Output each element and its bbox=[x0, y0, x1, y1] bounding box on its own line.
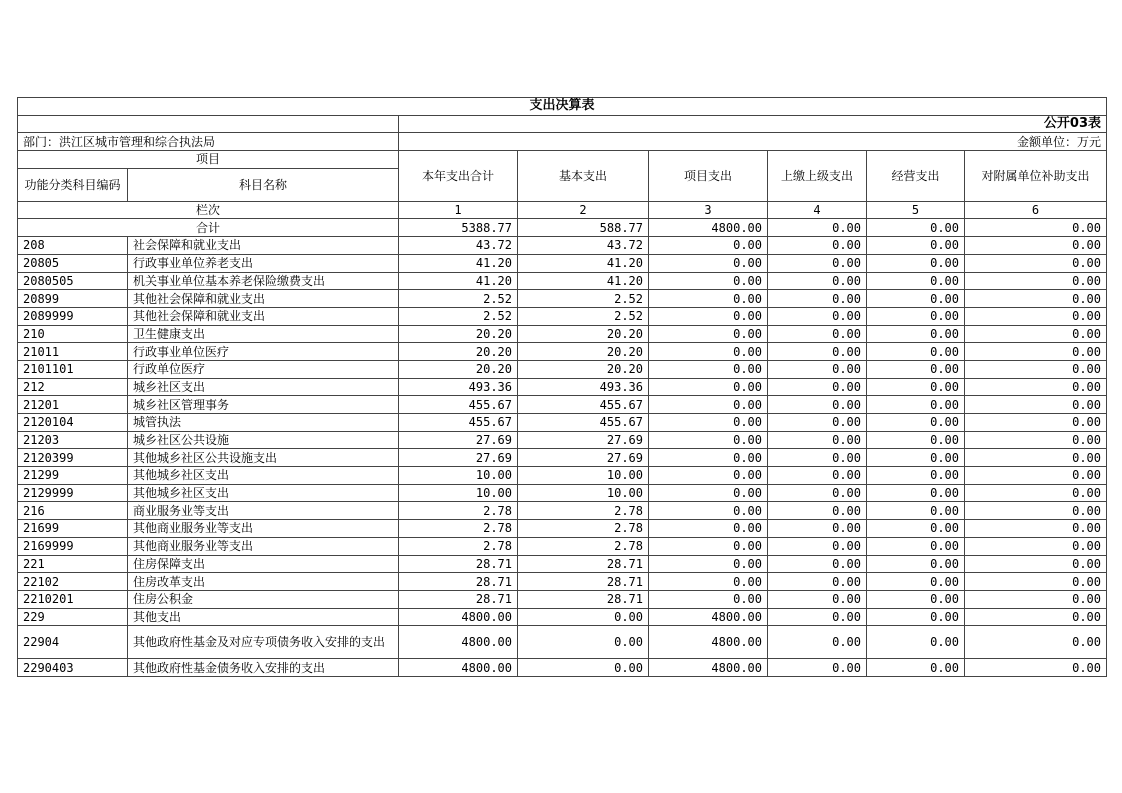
amount-cell: 0.00 bbox=[649, 537, 768, 555]
subject-name: 其他社会保障和就业支出 bbox=[128, 307, 399, 325]
amount-cell: 0.00 bbox=[867, 343, 965, 361]
amount-cell: 455.67 bbox=[399, 414, 518, 432]
amount-cell: 20.20 bbox=[518, 360, 649, 378]
amount-cell: 0.00 bbox=[867, 272, 965, 290]
amount-cell: 0.00 bbox=[965, 414, 1107, 432]
subject-code: 21699 bbox=[18, 520, 128, 538]
subject-name: 其他城乡社区支出 bbox=[128, 467, 399, 485]
amount-cell: 0.00 bbox=[965, 626, 1107, 659]
amount-cell: 2.78 bbox=[399, 537, 518, 555]
subject-code: 2101101 bbox=[18, 360, 128, 378]
amount-cell: 0.00 bbox=[867, 467, 965, 485]
amount-cell: 0.00 bbox=[867, 254, 965, 272]
amount-cell: 0.00 bbox=[768, 325, 867, 343]
subject-code: 216 bbox=[18, 502, 128, 520]
amount-cell: 0.00 bbox=[649, 254, 768, 272]
amount-cell: 0.00 bbox=[867, 431, 965, 449]
amount-cell: 41.20 bbox=[399, 254, 518, 272]
amount-cell: 0.00 bbox=[768, 272, 867, 290]
amount-cell: 0.00 bbox=[768, 360, 867, 378]
amount-cell: 0.00 bbox=[768, 555, 867, 573]
amount-cell: 4800.00 bbox=[649, 659, 768, 677]
subject-code: 2120399 bbox=[18, 449, 128, 467]
subject-code: 2169999 bbox=[18, 537, 128, 555]
amount-cell: 0.00 bbox=[965, 467, 1107, 485]
subject-name: 商业服务业等支出 bbox=[128, 502, 399, 520]
table-row bbox=[18, 626, 1107, 659]
table-row bbox=[18, 555, 1107, 573]
amount-cell: 0.00 bbox=[649, 484, 768, 502]
subject-code: 21011 bbox=[18, 343, 128, 361]
amount-cell: 0.00 bbox=[867, 659, 965, 677]
table-row bbox=[18, 590, 1107, 608]
index-col: 4 bbox=[768, 201, 867, 219]
header-total: 本年支出合计 bbox=[399, 151, 518, 202]
amount-cell: 20.20 bbox=[518, 343, 649, 361]
amount-cell: 27.69 bbox=[518, 449, 649, 467]
amount-cell: 0.00 bbox=[867, 237, 965, 255]
amount-cell: 0.00 bbox=[965, 272, 1107, 290]
department-label: 部门：洪江区城市管理和综合执法局 bbox=[18, 133, 399, 151]
amount-cell: 2.78 bbox=[518, 537, 649, 555]
amount-cell: 0.00 bbox=[768, 659, 867, 677]
total-value: 0.00 bbox=[965, 219, 1107, 237]
subject-name: 城乡社区支出 bbox=[128, 378, 399, 396]
amount-cell: 0.00 bbox=[768, 414, 867, 432]
subject-name: 其他政府性基金债务收入安排的支出 bbox=[128, 659, 399, 677]
header-subsidiary: 对附属单位补助支出 bbox=[965, 151, 1107, 202]
amount-cell: 4800.00 bbox=[399, 659, 518, 677]
amount-cell: 41.20 bbox=[518, 254, 649, 272]
amount-cell: 0.00 bbox=[867, 449, 965, 467]
subject-name: 行政事业单位养老支出 bbox=[128, 254, 399, 272]
amount-cell: 0.00 bbox=[649, 378, 768, 396]
amount-cell: 0.00 bbox=[867, 573, 965, 591]
amount-cell: 0.00 bbox=[649, 555, 768, 573]
subject-code: 21201 bbox=[18, 396, 128, 414]
amount-cell: 0.00 bbox=[867, 537, 965, 555]
table-row bbox=[18, 360, 1107, 378]
amount-cell: 27.69 bbox=[518, 431, 649, 449]
subject-name: 社会保障和就业支出 bbox=[128, 237, 399, 255]
subject-code: 22904 bbox=[18, 626, 128, 659]
amount-cell: 0.00 bbox=[649, 520, 768, 538]
table-row bbox=[18, 608, 1107, 626]
subject-code: 2089999 bbox=[18, 307, 128, 325]
amount-cell: 2.52 bbox=[518, 307, 649, 325]
form-code: 公开03表 bbox=[399, 115, 1107, 133]
amount-cell: 0.00 bbox=[867, 414, 965, 432]
amount-cell: 0.00 bbox=[518, 659, 649, 677]
amount-cell: 0.00 bbox=[965, 659, 1107, 677]
subject-name: 机关事业单位基本养老保险缴费支出 bbox=[128, 272, 399, 290]
subject-code: 20805 bbox=[18, 254, 128, 272]
amount-cell: 0.00 bbox=[965, 307, 1107, 325]
table-row bbox=[18, 659, 1107, 677]
amount-cell: 0.00 bbox=[649, 431, 768, 449]
header-basic: 基本支出 bbox=[518, 151, 649, 202]
unit-label: 金额单位：万元 bbox=[399, 133, 1107, 151]
subject-code: 212 bbox=[18, 378, 128, 396]
amount-cell: 0.00 bbox=[768, 237, 867, 255]
header-subject-name: 科目名称 bbox=[128, 168, 399, 201]
amount-cell: 2.52 bbox=[399, 307, 518, 325]
subject-code: 2210201 bbox=[18, 590, 128, 608]
subject-code: 2290403 bbox=[18, 659, 128, 677]
table-row bbox=[18, 290, 1107, 308]
table-row bbox=[18, 431, 1107, 449]
amount-cell: 0.00 bbox=[768, 343, 867, 361]
total-label: 合计 bbox=[18, 219, 399, 237]
amount-cell: 0.00 bbox=[768, 290, 867, 308]
subject-code: 208 bbox=[18, 237, 128, 255]
amount-cell: 493.36 bbox=[399, 378, 518, 396]
table-row bbox=[18, 307, 1107, 325]
table-row bbox=[18, 272, 1107, 290]
amount-cell: 0.00 bbox=[768, 502, 867, 520]
total-value: 588.77 bbox=[518, 219, 649, 237]
amount-cell: 0.00 bbox=[965, 573, 1107, 591]
amount-cell: 10.00 bbox=[518, 467, 649, 485]
amount-cell: 2.78 bbox=[399, 502, 518, 520]
total-value: 4800.00 bbox=[649, 219, 768, 237]
amount-cell: 28.71 bbox=[399, 555, 518, 573]
index-col: 6 bbox=[965, 201, 1107, 219]
table-row bbox=[18, 537, 1107, 555]
total-value: 5388.77 bbox=[399, 219, 518, 237]
amount-cell: 0.00 bbox=[649, 360, 768, 378]
table-row bbox=[18, 378, 1107, 396]
blank-cell bbox=[18, 115, 399, 133]
table-row bbox=[18, 520, 1107, 538]
amount-cell: 0.00 bbox=[649, 272, 768, 290]
amount-cell: 0.00 bbox=[867, 325, 965, 343]
amount-cell: 0.00 bbox=[867, 626, 965, 659]
subject-name: 其他城乡社区支出 bbox=[128, 484, 399, 502]
amount-cell: 0.00 bbox=[768, 484, 867, 502]
subject-code: 20899 bbox=[18, 290, 128, 308]
header-business: 经营支出 bbox=[867, 151, 965, 202]
amount-cell: 0.00 bbox=[965, 396, 1107, 414]
amount-cell: 0.00 bbox=[649, 502, 768, 520]
amount-cell: 28.71 bbox=[518, 573, 649, 591]
amount-cell: 10.00 bbox=[399, 484, 518, 502]
amount-cell: 0.00 bbox=[518, 626, 649, 659]
subject-name: 住房保障支出 bbox=[128, 555, 399, 573]
table-title: 支出决算表 bbox=[18, 98, 1107, 116]
amount-cell: 27.69 bbox=[399, 449, 518, 467]
index-col: 5 bbox=[867, 201, 965, 219]
subject-code: 229 bbox=[18, 608, 128, 626]
amount-cell: 0.00 bbox=[867, 608, 965, 626]
subject-name: 卫生健康支出 bbox=[128, 325, 399, 343]
amount-cell: 0.00 bbox=[649, 325, 768, 343]
amount-cell: 0.00 bbox=[867, 290, 965, 308]
table-row bbox=[18, 343, 1107, 361]
amount-cell: 0.00 bbox=[649, 414, 768, 432]
subject-name: 其他社会保障和就业支出 bbox=[128, 290, 399, 308]
subject-name: 行政事业单位医疗 bbox=[128, 343, 399, 361]
expenditure-table bbox=[17, 97, 1107, 677]
subject-code: 221 bbox=[18, 555, 128, 573]
amount-cell: 455.67 bbox=[399, 396, 518, 414]
amount-cell: 0.00 bbox=[965, 502, 1107, 520]
amount-cell: 10.00 bbox=[399, 467, 518, 485]
amount-cell: 0.00 bbox=[965, 449, 1107, 467]
subject-name: 其他城乡社区公共设施支出 bbox=[128, 449, 399, 467]
amount-cell: 2.52 bbox=[399, 290, 518, 308]
amount-cell: 0.00 bbox=[867, 360, 965, 378]
amount-cell: 0.00 bbox=[965, 325, 1107, 343]
amount-cell: 28.71 bbox=[518, 555, 649, 573]
index-label: 栏次 bbox=[18, 201, 399, 219]
amount-cell: 0.00 bbox=[965, 484, 1107, 502]
amount-cell: 27.69 bbox=[399, 431, 518, 449]
amount-cell: 2.78 bbox=[518, 520, 649, 538]
amount-cell: 455.67 bbox=[518, 396, 649, 414]
amount-cell: 0.00 bbox=[649, 573, 768, 591]
amount-cell: 0.00 bbox=[768, 590, 867, 608]
amount-cell: 0.00 bbox=[867, 307, 965, 325]
amount-cell: 0.00 bbox=[965, 608, 1107, 626]
subject-code: 2080505 bbox=[18, 272, 128, 290]
subject-code: 21203 bbox=[18, 431, 128, 449]
amount-cell: 0.00 bbox=[768, 520, 867, 538]
table-row bbox=[18, 237, 1107, 255]
subject-name: 其他政府性基金及对应专项债务收入安排的支出 bbox=[128, 626, 399, 659]
subject-code: 2129999 bbox=[18, 484, 128, 502]
amount-cell: 0.00 bbox=[867, 396, 965, 414]
header-project-exp: 项目支出 bbox=[649, 151, 768, 202]
subject-name: 城乡社区公共设施 bbox=[128, 431, 399, 449]
index-col: 3 bbox=[649, 201, 768, 219]
amount-cell: 0.00 bbox=[649, 590, 768, 608]
table-row bbox=[18, 414, 1107, 432]
table-row bbox=[18, 325, 1107, 343]
amount-cell: 0.00 bbox=[867, 502, 965, 520]
header-project: 项目 bbox=[18, 151, 399, 169]
amount-cell: 0.00 bbox=[768, 378, 867, 396]
amount-cell: 20.20 bbox=[399, 343, 518, 361]
amount-cell: 2.52 bbox=[518, 290, 649, 308]
amount-cell: 10.00 bbox=[518, 484, 649, 502]
subject-name: 其他商业服务业等支出 bbox=[128, 537, 399, 555]
amount-cell: 0.00 bbox=[768, 537, 867, 555]
amount-cell: 28.71 bbox=[399, 590, 518, 608]
amount-cell: 4800.00 bbox=[649, 608, 768, 626]
amount-cell: 0.00 bbox=[649, 343, 768, 361]
subject-name: 其他商业服务业等支出 bbox=[128, 520, 399, 538]
amount-cell: 455.67 bbox=[518, 414, 649, 432]
amount-cell: 0.00 bbox=[649, 307, 768, 325]
amount-cell: 0.00 bbox=[649, 449, 768, 467]
amount-cell: 0.00 bbox=[867, 590, 965, 608]
amount-cell: 4800.00 bbox=[399, 608, 518, 626]
total-value: 0.00 bbox=[867, 219, 965, 237]
table-row bbox=[18, 467, 1107, 485]
amount-cell: 28.71 bbox=[399, 573, 518, 591]
total-value: 0.00 bbox=[768, 219, 867, 237]
amount-cell: 0.00 bbox=[649, 396, 768, 414]
table-row bbox=[18, 502, 1107, 520]
subject-name: 其他支出 bbox=[128, 608, 399, 626]
subject-name: 行政单位医疗 bbox=[128, 360, 399, 378]
header-func-code: 功能分类科目编码 bbox=[18, 168, 128, 201]
table-row bbox=[18, 254, 1107, 272]
amount-cell: 20.20 bbox=[518, 325, 649, 343]
amount-cell: 20.20 bbox=[399, 325, 518, 343]
amount-cell: 0.00 bbox=[649, 467, 768, 485]
amount-cell: 0.00 bbox=[867, 378, 965, 396]
index-col: 2 bbox=[518, 201, 649, 219]
amount-cell: 0.00 bbox=[867, 484, 965, 502]
subject-name: 住房改革支出 bbox=[128, 573, 399, 591]
amount-cell: 493.36 bbox=[518, 378, 649, 396]
amount-cell: 0.00 bbox=[768, 573, 867, 591]
amount-cell: 0.00 bbox=[965, 237, 1107, 255]
amount-cell: 0.00 bbox=[768, 467, 867, 485]
subject-name: 住房公积金 bbox=[128, 590, 399, 608]
table-row bbox=[18, 449, 1107, 467]
amount-cell: 0.00 bbox=[768, 307, 867, 325]
amount-cell: 20.20 bbox=[399, 360, 518, 378]
subject-name: 城管执法 bbox=[128, 414, 399, 432]
amount-cell: 0.00 bbox=[965, 555, 1107, 573]
amount-cell: 0.00 bbox=[965, 537, 1107, 555]
table-row bbox=[18, 396, 1107, 414]
amount-cell: 4800.00 bbox=[399, 626, 518, 659]
amount-cell: 0.00 bbox=[965, 290, 1107, 308]
amount-cell: 4800.00 bbox=[649, 626, 768, 659]
amount-cell: 43.72 bbox=[518, 237, 649, 255]
subject-code: 22102 bbox=[18, 573, 128, 591]
amount-cell: 0.00 bbox=[867, 555, 965, 573]
subject-code: 210 bbox=[18, 325, 128, 343]
table-row bbox=[18, 573, 1107, 591]
amount-cell: 0.00 bbox=[768, 396, 867, 414]
amount-cell: 0.00 bbox=[768, 449, 867, 467]
amount-cell: 0.00 bbox=[965, 254, 1107, 272]
amount-cell: 0.00 bbox=[965, 431, 1107, 449]
amount-cell: 28.71 bbox=[518, 590, 649, 608]
amount-cell: 2.78 bbox=[518, 502, 649, 520]
amount-cell: 0.00 bbox=[965, 343, 1107, 361]
amount-cell: 0.00 bbox=[965, 520, 1107, 538]
amount-cell: 41.20 bbox=[518, 272, 649, 290]
amount-cell: 0.00 bbox=[768, 608, 867, 626]
amount-cell: 0.00 bbox=[768, 431, 867, 449]
amount-cell: 0.00 bbox=[965, 360, 1107, 378]
subject-code: 2120104 bbox=[18, 414, 128, 432]
amount-cell: 2.78 bbox=[399, 520, 518, 538]
subject-code: 21299 bbox=[18, 467, 128, 485]
expenditure-sheet bbox=[17, 97, 1106, 677]
index-col: 1 bbox=[399, 201, 518, 219]
amount-cell: 0.00 bbox=[649, 290, 768, 308]
amount-cell: 0.00 bbox=[867, 520, 965, 538]
subject-name: 城乡社区管理事务 bbox=[128, 396, 399, 414]
header-upper: 上缴上级支出 bbox=[768, 151, 867, 202]
amount-cell: 43.72 bbox=[399, 237, 518, 255]
amount-cell: 0.00 bbox=[768, 626, 867, 659]
amount-cell: 41.20 bbox=[399, 272, 518, 290]
amount-cell: 0.00 bbox=[518, 608, 649, 626]
amount-cell: 0.00 bbox=[965, 590, 1107, 608]
amount-cell: 0.00 bbox=[768, 254, 867, 272]
amount-cell: 0.00 bbox=[649, 237, 768, 255]
amount-cell: 0.00 bbox=[965, 378, 1107, 396]
table-row bbox=[18, 484, 1107, 502]
